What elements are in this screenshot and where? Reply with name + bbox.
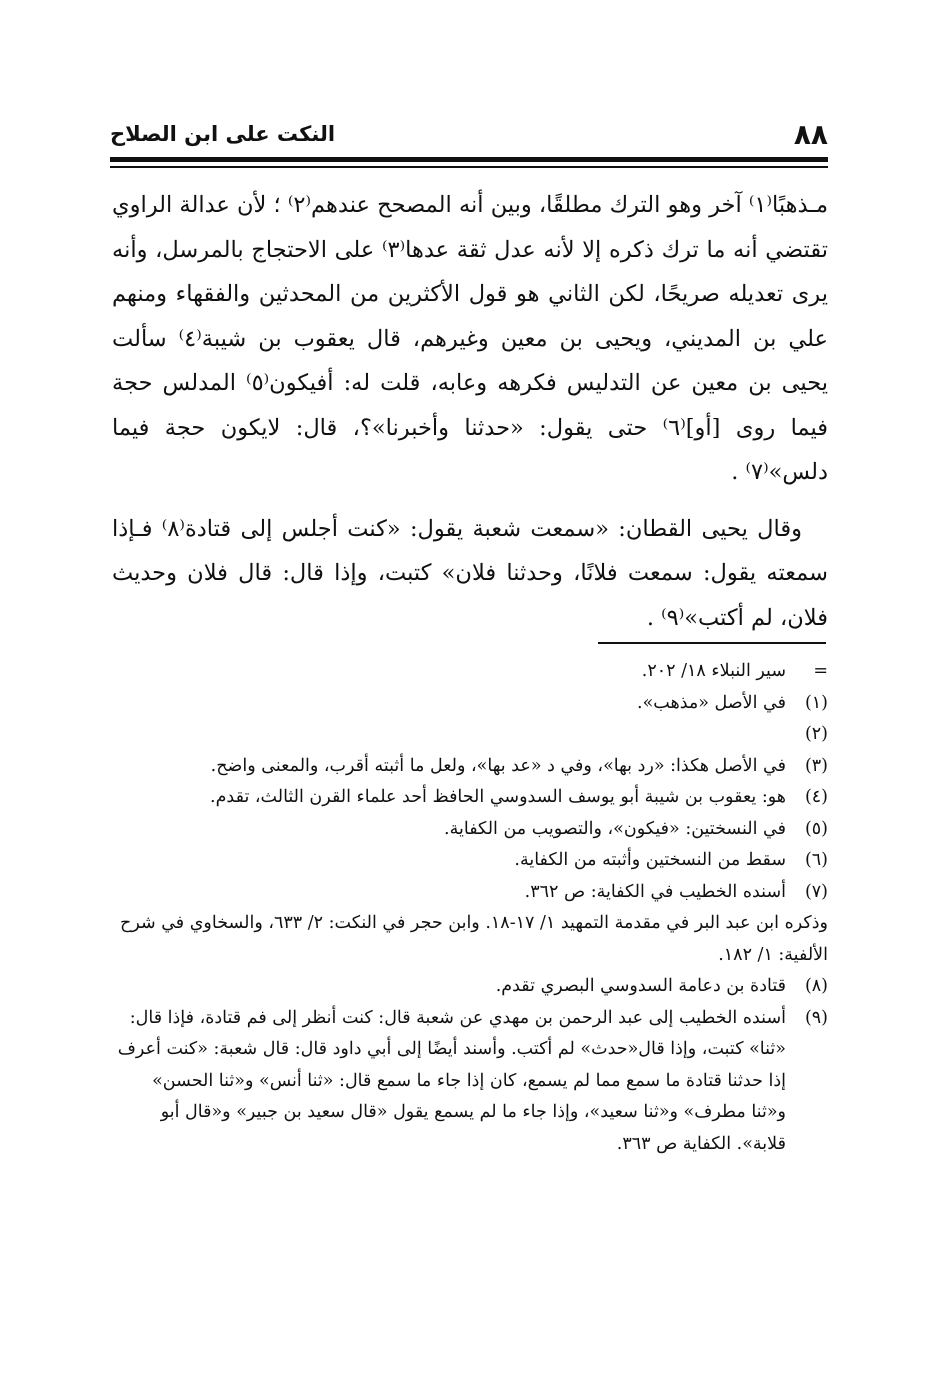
footnote-number: (١) [804, 692, 828, 713]
footnote-text: هو: يعقوب بن شيبة أبو يوسف السدوسي الحافظ أحد علماء القرن الثالث، تقدم. [210, 787, 786, 807]
footnote-text: قتادة بن دعامة السدوسي البصري تقدم. [495, 976, 786, 996]
footnote-number: (٨) [804, 976, 828, 996]
footnote-8 [112, 971, 828, 1003]
footnote-number: (٣) [804, 755, 828, 776]
footnote-5 [112, 814, 828, 846]
footnote-number: (٢) [804, 724, 828, 744]
footnote-1 [112, 688, 828, 720]
paragraph-1: مـذهبًا⁽١⁾ آخر وهو الترك مطلقًا، وبين أنه المصحح عندهم⁽٢⁾ ؛ لأن عدالة الراوي تقتضي أنه ما ترك ذكره إلا لأنه عدل ثقة عدها⁽٣⁾ على الاحتجاج بالمرسل، وأنه يرى تعديله صريحًا، لكن الثاني هو قول الأكثرين من المحدثين والفقهاء ومنهم علي بن المديني، ويحيى بن معين وغيرهم، قال يعقوب بن شيبة⁽٤⁾ سألت يحيى بن معين عن التدليس فكرهه وعابه، قلت له: أفيكون⁽٥⁾ المدلس حجة فيما روى [أو]⁽٦⁾ حتى يقول: «حدثنا وأخبرنا»؟، قال: لايكون حجة فيما دلس»⁽٧⁾ . [112, 192, 829, 485]
footnote-number: (٩) [804, 1007, 828, 1028]
footnote-continuation [112, 656, 828, 688]
footnote-3 [112, 751, 828, 783]
running-title: النكت على ابن الصلاح [110, 122, 336, 146]
footnote-text: أسنده الخطيب إلى عبد الرحمن بن مهدي عن شعبة قال: كنت أنظر إلى فم قتادة، فإذا قال: «ثنا» كتبت، وإذا قال«حدث» لم أكتب. وأسند أيضًا إلى أبي داود قال: قال شعبة: «كنت أعرف إذا حدثنا قتادة ما سمع مما لم يسمع، كان إذا جاء ما سمع قال: «ثنا أنس» و«ثنا الحسن» و«ثنا مطرف» و«ثنا سعيد»، وإذا جاء ما لم يسمع يقول «قال سعيد بن جبير» و«قال أبو قلابة». الكفاية ص ٣٦٣. [117, 1007, 786, 1154]
footnote-text: سقط من النسختين وأثبته من الكفاية. [514, 850, 786, 870]
footnote-separator [598, 642, 826, 644]
footnote-text [112, 719, 786, 751]
footnote-2 [112, 719, 828, 751]
footnote-marker: = [813, 661, 828, 681]
footnotes [112, 656, 828, 1160]
main-text [112, 183, 828, 640]
footnote-text: في النسختين: «فيكون»، والتصويب من الكفاية. [444, 818, 786, 839]
footnote-number: (٧) [804, 881, 828, 902]
footnote-text: في الأصل «مذهب». [637, 692, 786, 713]
footnote-7 [112, 877, 828, 909]
footnote-text: سير النبلاء ١٨/ ٢٠٢. [641, 661, 786, 681]
header-rule-thick [110, 157, 828, 162]
paragraph-2: وقال يحيى القطان: «سمعت شعبة يقول: «كنت أجلس إلى قتادة⁽٨⁾ فـإذا سمعته يقول: سمعت فلانًا، وحدثنا فلان» كتبت، وإذا قال: قال فلان وحديث فلان، لم أكتب»⁽٩⁾ . [112, 515, 828, 631]
footnote-9 [112, 1003, 828, 1161]
footnote-text: في الأصل هكذا: «رد بها»، وفي د «عد بها»، ولعل ما أثبته أقرب، والمعنى واضح. [210, 755, 786, 776]
footnote-7-continued [112, 908, 828, 971]
footnote-text: وذكره ابن عبد البر في مقدمة التمهيد ١/ ١٧-١٨. وابن حجر في النكت: ٢/ ٦٣٣، والسخاوي في شرح الألفية: ١/ ١٨٢. [120, 913, 828, 965]
footnote-4 [112, 782, 828, 814]
footnote-number: (٥) [804, 818, 828, 839]
header-rule-thin [110, 166, 828, 168]
page-header [110, 116, 828, 156]
footnote-number: (٦) [804, 850, 828, 870]
footnote-number: (٤) [804, 787, 828, 807]
footnote-6 [112, 845, 828, 877]
footnote-text: أسنده الخطيب في الكفاية: ص ٣٦٢. [524, 881, 786, 902]
page-number: ٨٨ [793, 118, 828, 151]
